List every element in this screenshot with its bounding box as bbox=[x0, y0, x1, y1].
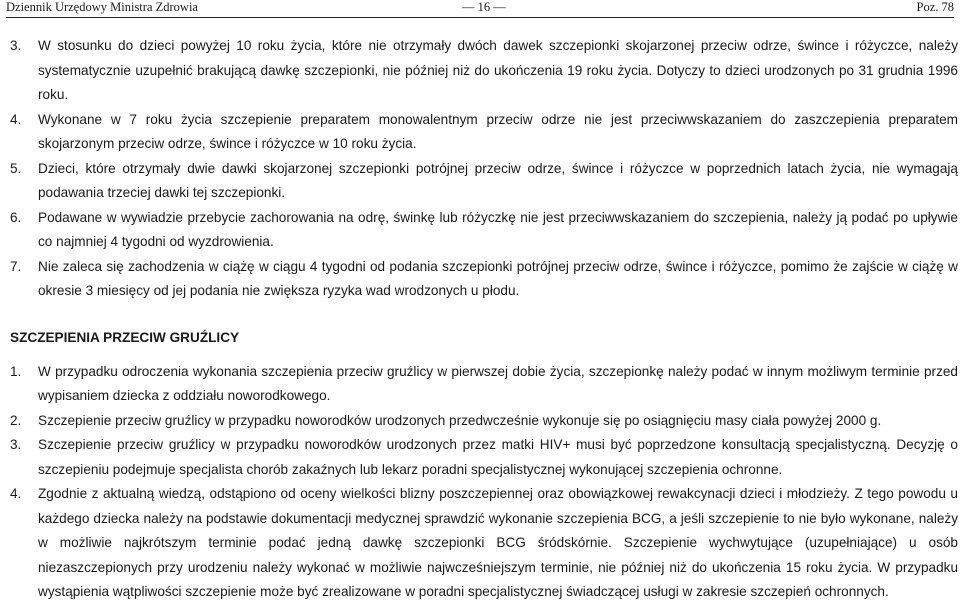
item-number: 1. bbox=[10, 363, 22, 379]
list-item bbox=[10, 433, 958, 482]
item-text: W stosunku do dzieci powyżej 10 roku życia, które nie otrzymały dwóch dawek szczepionki skojarzonej przeciw odrze, śwince i różyczce, należy systematycznie uzupełnić brakującą dawkę szczepionki, nie później niż do ukończenia 19 roku życia. Dotyczy to dzieci urodzonych po 31 grudnia 1996 roku. bbox=[38, 38, 958, 102]
list-item bbox=[10, 157, 958, 206]
list-item bbox=[10, 409, 958, 434]
item-text: Szczepienie przeciw gruźlicy w przypadku noworodków urodzonych przez matki HIV+ musi być poprzedzone konsultacją specjalistyczną. Decyzję o szczepieniu podejmuje specjalista chorób zakaźnych lub lekarz poradni specjalistycznej wykonującej szczepienia ochronne. bbox=[38, 437, 958, 477]
page-number: — 16 — bbox=[462, 0, 506, 14]
item-text: Zgodnie z aktualną wiedzą, odstąpiono od oceny wielkości blizny poszczepiennej oraz obowiązkowej rewakcynacji dzieci i młodzieży. Z tego powodu u każdego dziecka należy na podstawie dokumentacji medycznej sprawdzić wykonanie szczepienia BCG, a jeśli szczepienie to nie było wykonane, należy w możliwie najkrótszym terminie podać jedną dawkę szczepionki BCG śródskórnie. Szczepienie wychwytujące (uzupełniające) u osób niezaszczepionych przy urodzeniu należy wykonać w możliwie najwcześniejszym terminie, nie później niż do ukończenia 15 roku życia. W przypadku wystąpienia wątpliwości szczepienie może być zrealizowane w poradni specjalistycznej świadczącej usługi w zakresie szczepień ochronnych. bbox=[38, 486, 958, 599]
document-body bbox=[10, 34, 958, 605]
item-number: 5. bbox=[10, 160, 22, 176]
position-number: Poz. 78 bbox=[916, 0, 954, 14]
item-number: 2. bbox=[10, 412, 22, 428]
section-tuberculosis-list bbox=[10, 360, 958, 605]
header-divider bbox=[6, 17, 954, 18]
item-number: 7. bbox=[10, 258, 22, 274]
item-number: 3. bbox=[10, 437, 22, 452]
list-item bbox=[10, 34, 958, 108]
list-item bbox=[10, 255, 958, 304]
item-number: 4. bbox=[10, 111, 22, 127]
list-item bbox=[10, 482, 958, 605]
item-text: Szczepienie przeciw gruźlicy w przypadku noworodków urodzonych przedwcześnie wykonuje się po osiągnięciu masy ciała powyżej 2000 g. bbox=[38, 412, 882, 428]
list-item bbox=[10, 108, 958, 157]
item-text: W przypadku odroczenia wykonania szczepienia przeciw gruźlicy w pierwszej dobie życia, szczepionkę należy podać w innym możliwym terminie przed wypisaniem dziecka z oddziału noworodkowego. bbox=[38, 363, 958, 403]
page-header bbox=[0, 0, 960, 18]
item-number: 3. bbox=[10, 38, 22, 53]
item-text: Dzieci, które otrzymały dwie dawki skojarzonej szczepionki potrójnej przeciw odrze, śwince i różyczce w poprzednich latach życia, nie wymagają podawania trzeciej dawki tej szczepionki. bbox=[38, 160, 958, 200]
item-number: 6. bbox=[10, 209, 22, 225]
item-text: Wykonane w 7 roku życia szczepienie preparatem monowalentnym przeciw odrze nie jest przeciwwskazaniem do zaszczepienia preparatem skojarzonym przeciw odrze, śwince i różyczce w 10 roku życia. bbox=[38, 111, 958, 151]
journal-title: Dziennik Urzędowy Ministra Zdrowia bbox=[6, 0, 198, 14]
item-number: 4. bbox=[10, 486, 22, 501]
section-measles-list bbox=[10, 34, 958, 304]
list-item bbox=[10, 360, 958, 409]
section-heading: SZCZEPIENIA PRZECIW GRUŹLICY bbox=[10, 329, 240, 345]
item-text: Nie zaleca się zachodzenia w ciążę w ciągu 4 tygodni od podania szczepionki potrójnej przeciw odrze, śwince i różyczce, pomimo że zajście w ciążę w okresie 3 miesięcy od jej podania nie zwiększa ryzyka wad wrodzonych u płodu. bbox=[38, 258, 958, 298]
list-item bbox=[10, 206, 958, 255]
item-text: Podawane w wywiadzie przebycie zachorowania na odrę, świnkę lub różyczkę nie jest przeciwwskazaniem do szczepienia, należy ją podać po upływie co najmniej 4 tygodni od wyzdrowienia. bbox=[38, 209, 958, 249]
